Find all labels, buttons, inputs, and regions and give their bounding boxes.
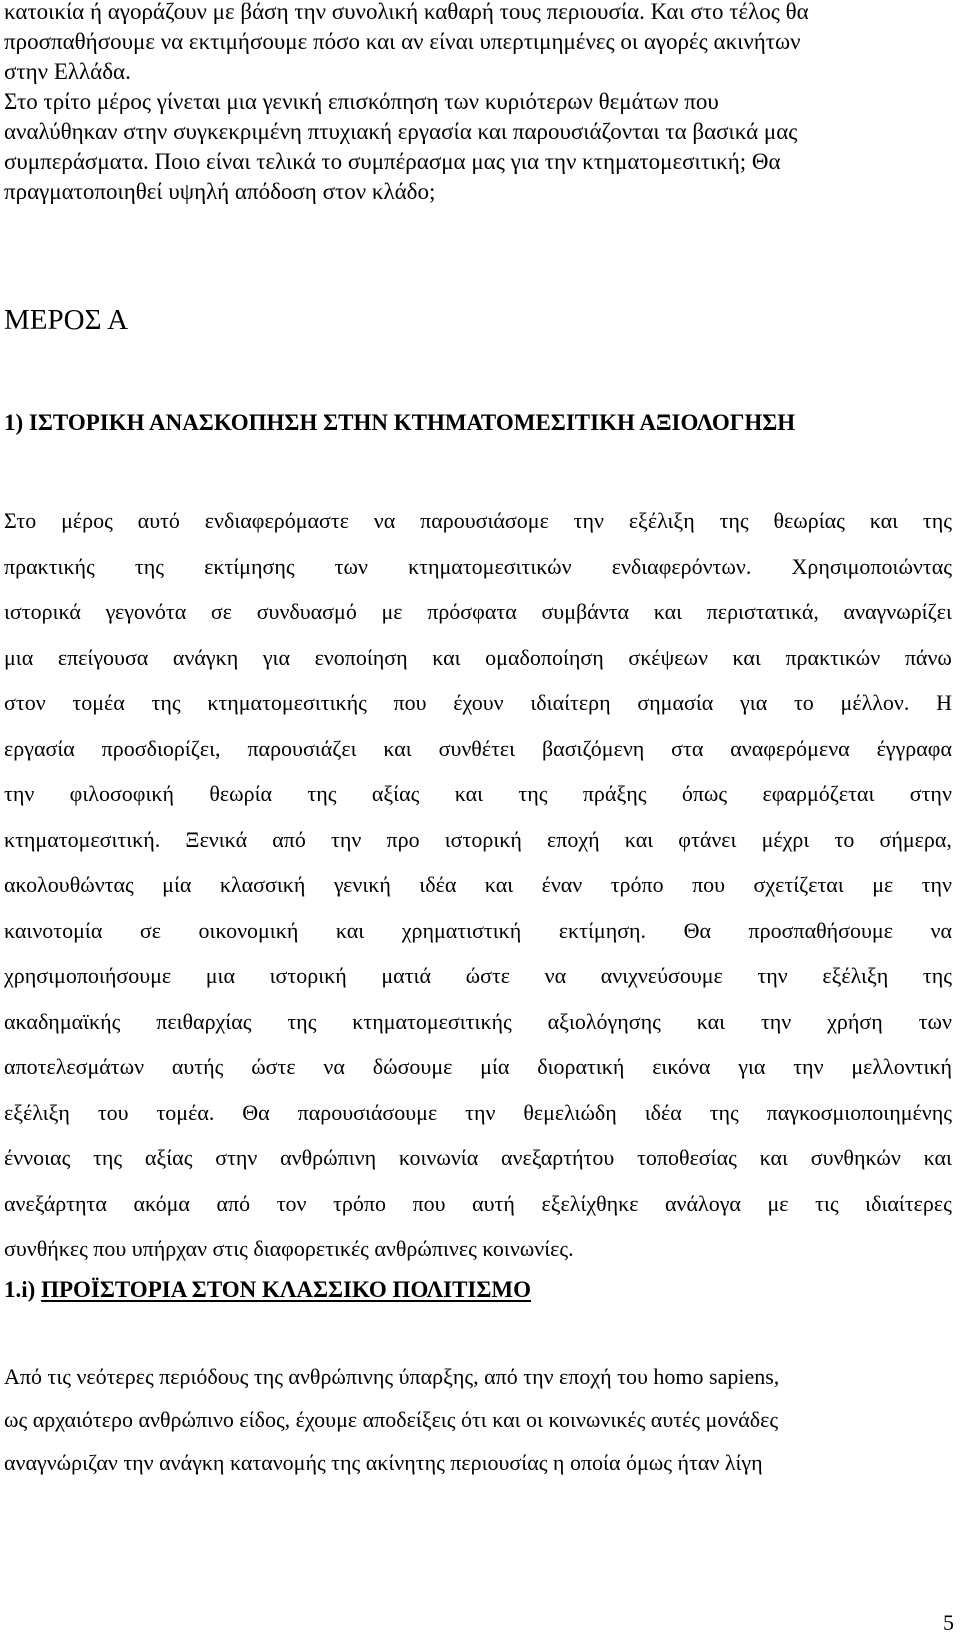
body-word: πάνω xyxy=(904,644,952,670)
body-word: στα xyxy=(671,735,704,761)
body-word: χρήση xyxy=(827,1008,883,1034)
body-word: ενδιαφερόντων. xyxy=(611,553,752,579)
body-word: το xyxy=(793,690,814,715)
body-word: αξίας xyxy=(371,781,420,806)
body-line xyxy=(4,862,952,908)
body-word: με xyxy=(872,872,894,897)
sub-heading xyxy=(4,1275,531,1305)
body-line xyxy=(4,817,952,863)
sub-heading-title: ΠΡΟΪΣΤΟΡΙΑ ΣΤΟΝ ΚΛΑΣΣΙΚΟ ΠΟΛΙΤΙΣΜΟ xyxy=(41,1277,532,1302)
body-word: ιστορικά xyxy=(4,599,81,624)
body-line xyxy=(4,999,952,1045)
body-line xyxy=(4,589,952,635)
body-line xyxy=(4,1044,952,1090)
body-word: κτηματομεσιτική. xyxy=(4,826,161,852)
body-word: μια xyxy=(4,644,34,670)
body-word: φιλοσοφική xyxy=(69,781,175,806)
body-word: κοινωνίες. xyxy=(482,1236,574,1261)
body-word: μελλοντική xyxy=(851,1054,952,1079)
body-word: να xyxy=(323,1054,345,1079)
body-word: σε xyxy=(210,599,233,624)
body-word: οικονομική xyxy=(198,917,299,943)
body-word: μέρος xyxy=(61,508,113,533)
intro-line: κατοικία ή αγοράζουν με βάση την συνολική καθαρή τους περιουσία. Και στο τέλος θα xyxy=(4,0,809,24)
body-word: Η xyxy=(936,690,952,715)
body-line xyxy=(4,680,952,726)
body-line xyxy=(4,726,952,772)
body-word: στην xyxy=(215,1145,258,1170)
body-word: έχουν xyxy=(453,690,504,715)
body-word: και xyxy=(732,644,761,670)
body-word: των xyxy=(334,553,368,579)
body-word: τον xyxy=(276,1190,307,1216)
page-number: 5 xyxy=(943,1610,954,1635)
body-word: ομαδοποίηση xyxy=(485,644,604,670)
body-word: για xyxy=(738,1054,766,1079)
body-word: πράξης xyxy=(582,781,647,806)
body-word: και xyxy=(653,599,683,624)
body-word: συνθέτει xyxy=(438,735,516,761)
body-word: συνδυασμό xyxy=(256,599,357,624)
body-word: το xyxy=(834,826,855,852)
intro-line: αναλύθηκαν στην συγκεκριμένη πτυχιακή εργασία και παρουσιάζονται τα βασικά μας xyxy=(4,119,798,144)
body-word: χρηματιστική xyxy=(401,917,522,943)
body-word: εκτίμησης xyxy=(204,553,295,579)
body-word: όπως xyxy=(681,781,728,806)
body-word: Στο xyxy=(4,508,37,533)
body-word: πρακτικών xyxy=(785,644,881,670)
body-word: σκέψεων xyxy=(628,644,708,670)
body-word: διορατική xyxy=(537,1054,625,1079)
intro-line: Στο τρίτο μέρος γίνεται μια γενική επισκόπηση των κυριότερων θεμάτων που xyxy=(4,89,719,114)
body-line xyxy=(4,1135,952,1181)
intro-line: στην Ελλάδα. xyxy=(4,59,131,84)
body-word: ανεξαρτήτου xyxy=(501,1145,615,1170)
body-word: βασιζόμενη xyxy=(541,735,645,761)
body-word: τοποθεσίας xyxy=(637,1145,737,1170)
body-word: εξέλιξη xyxy=(4,1099,70,1125)
body-word: των xyxy=(918,1008,952,1034)
body-word: ιδέα xyxy=(419,872,457,897)
body-word: παρουσιάζει xyxy=(247,735,357,761)
body-word: ανάγκη xyxy=(172,644,239,670)
body-word: ανθρώπινες xyxy=(374,1236,483,1261)
body-word: εργασία xyxy=(4,735,75,761)
body-word: χρησιμοποιήσουμε xyxy=(4,963,172,988)
closing-line: Από τις νεότερες περιόδους της ανθρώπινης ύπαρξης, από την εποχή του homo sapiens, xyxy=(4,1364,780,1389)
intro-line: συμπεράσματα. Ποιο είναι τελικά το συμπέρασμα μας για την κτηματομεσιτική; Θα xyxy=(4,149,781,174)
body-word: της xyxy=(307,781,337,806)
body-word: εξελίχθηκε xyxy=(541,1190,639,1216)
body-word: τρόπο xyxy=(610,872,664,897)
body-word: ανάλογα xyxy=(665,1190,741,1216)
body-word: αξιολόγησης xyxy=(547,1008,661,1034)
body-line xyxy=(4,771,952,817)
body-word: την xyxy=(331,826,362,852)
body-word: μέλλον. xyxy=(840,690,910,715)
body-word: της xyxy=(93,1145,123,1170)
body-word: Θα xyxy=(683,917,712,943)
body-line xyxy=(4,1181,952,1227)
closing-paragraph xyxy=(4,1355,952,1484)
body-word: αναφερόμενα xyxy=(730,735,850,761)
body-word: αυτό xyxy=(137,508,180,533)
body-word: από xyxy=(272,826,306,852)
body-word: τομέα. xyxy=(156,1099,215,1125)
body-word: θεωρία xyxy=(209,781,273,806)
body-word: φτάνει xyxy=(678,826,737,852)
body-word: που xyxy=(692,872,726,897)
body-word: και xyxy=(759,1145,788,1170)
body-word: να xyxy=(930,917,952,943)
body-word: και xyxy=(432,644,461,670)
body-word: ιδιαίτερη xyxy=(530,690,611,715)
body-word: προσπαθήσουμε xyxy=(748,917,893,943)
body-word: κτηματομεσιτικής xyxy=(207,690,367,715)
body-word: γεγονότα xyxy=(105,599,187,624)
closing-line: αναγνώριζαν την ανάγκη κατανομής της ακίνητης περιουσίας η οποία όμως ήταν λίγη xyxy=(4,1450,763,1475)
body-line xyxy=(4,635,952,681)
body-word: περιστατικά, xyxy=(706,599,819,624)
body-word: εικόνα xyxy=(652,1054,711,1079)
intro-paragraph xyxy=(4,0,952,207)
body-word: αποτελεσμάτων xyxy=(4,1054,145,1079)
body-word: έγγραφα xyxy=(876,735,952,761)
body-word: αυτής xyxy=(171,1054,224,1079)
body-word: Χρησιμοποιώντας xyxy=(791,553,952,579)
body-word: πρόσφατα xyxy=(427,599,517,624)
body-word: παρουσιάσουμε xyxy=(297,1099,438,1125)
body-word: τις xyxy=(815,1190,839,1216)
body-word: και xyxy=(869,508,899,533)
body-word: και xyxy=(335,917,365,943)
body-line xyxy=(4,953,952,999)
body-line xyxy=(4,908,952,954)
body-word: ιστορική xyxy=(269,963,347,988)
body-word: αξίας xyxy=(144,1145,193,1170)
body-word: στις xyxy=(212,1236,254,1261)
body-word: ακολουθώντας xyxy=(4,872,134,897)
body-word: εκτίμηση. xyxy=(558,917,647,943)
body-word: ώστε xyxy=(251,1054,296,1079)
body-word: ανεξάρτητα xyxy=(4,1190,107,1216)
body-word: προσδιορίζει, xyxy=(101,735,221,761)
body-word: και xyxy=(696,1008,726,1034)
body-word: κτηματομεσιτικής xyxy=(352,1008,512,1034)
body-word: Θα xyxy=(242,1099,270,1125)
body-word: του xyxy=(97,1099,129,1125)
body-word: Ξενικά xyxy=(185,826,248,852)
body-word: την xyxy=(793,1054,824,1079)
body-word: της xyxy=(151,690,181,715)
body-word: στον xyxy=(4,690,46,715)
body-word: τρόπο xyxy=(333,1190,386,1216)
body-word: θεμελιώδη xyxy=(523,1099,617,1125)
body-word: μέχρι xyxy=(761,826,810,852)
body-word: καινοτομία xyxy=(4,917,103,943)
body-word: που xyxy=(93,1236,132,1261)
closing-line: ως αρχαιότερο ανθρώπινο είδος, έχουμε αποδείξεις ότι και οι κοινωνικές αυτές μονάδες xyxy=(4,1407,779,1432)
body-word: υπήρχαν xyxy=(131,1236,213,1261)
body-word: διαφορετικές xyxy=(253,1236,375,1261)
body-word: εξέλιξη xyxy=(822,963,889,988)
body-word: την xyxy=(465,1099,496,1125)
body-word: μία xyxy=(162,872,192,897)
body-word: παρουσιάσομε xyxy=(420,508,549,533)
body-word: ιδιαίτερες xyxy=(865,1190,952,1216)
body-word: έναν xyxy=(541,872,583,897)
body-word: και xyxy=(454,781,484,806)
body-word: από xyxy=(216,1190,251,1216)
body-word: εφαρμόζεται xyxy=(762,781,875,806)
part-heading: ΜΕΡΟΣ Α xyxy=(4,304,129,336)
body-word: ανθρώπινη xyxy=(280,1145,377,1170)
sub-heading-number: 1.i) xyxy=(4,1277,42,1302)
body-word: κτηματομεσιτικών xyxy=(408,553,572,579)
body-word: της xyxy=(922,508,952,533)
body-line xyxy=(4,1090,952,1136)
body-word: για xyxy=(262,644,290,670)
body-word: αναγνωρίζει xyxy=(843,599,952,624)
body-word: στην xyxy=(909,781,952,806)
body-word: της xyxy=(287,1008,317,1034)
body-word: και xyxy=(383,735,412,761)
body-word: σημασία xyxy=(637,690,714,715)
body-word: συνθηκών xyxy=(810,1145,901,1170)
body-line xyxy=(4,544,952,590)
body-word: της xyxy=(709,1099,739,1125)
body-word: ενοποίηση xyxy=(314,644,408,670)
body-word: εξέλιξη xyxy=(628,508,695,533)
body-word: μία xyxy=(480,1054,510,1079)
body-word: με xyxy=(767,1190,789,1216)
body-word: ακόμα xyxy=(133,1190,190,1216)
intro-line: προσπαθήσουμε να εκτιμήσουμε πόσο και αν είναι υπερτιμημένες οι αγορές ακινήτων xyxy=(4,29,801,54)
body-word: σχετίζεται xyxy=(753,872,844,897)
body-word: με xyxy=(381,599,403,624)
body-word: την xyxy=(573,508,604,533)
body-word: την xyxy=(757,963,788,988)
body-word: σε xyxy=(139,917,162,943)
body-word: για xyxy=(740,690,768,715)
section-heading: 1) ΙΣΤΟΡΙΚΗ ΑΝΑΣΚΟΠΗΣΗ ΣΤΗΝ ΚΤΗΜΑΤΟΜΕΣΙΤΙΚΗ ΑΞΙΟΛΟΓΗΣΗ xyxy=(4,410,796,435)
body-word: σήμερα, xyxy=(879,826,952,852)
body-word: παγκοσμιοποιημένης xyxy=(766,1099,952,1125)
body-word: έννοιας xyxy=(4,1145,71,1170)
body-word: να xyxy=(544,963,567,988)
body-word: αυτή xyxy=(472,1190,515,1216)
intro-line: πραγματοποιηθεί υψηλή απόδοση στον κλάδο; xyxy=(4,179,436,204)
body-paragraph xyxy=(4,498,952,1272)
body-word: ματιά xyxy=(381,963,431,988)
body-word: και xyxy=(923,1145,952,1170)
body-word: και xyxy=(484,872,514,897)
body-word: ιδέα xyxy=(644,1099,682,1125)
body-word: της xyxy=(134,553,164,579)
body-word: την xyxy=(4,781,35,806)
body-word: θεωρίας xyxy=(773,508,845,533)
body-word: ώστε xyxy=(465,963,511,988)
body-line xyxy=(4,1226,952,1272)
body-word: να xyxy=(373,508,396,533)
body-word: της xyxy=(518,781,548,806)
body-word: προ xyxy=(386,826,420,852)
body-word: ανιχνεύσουμε xyxy=(600,963,723,988)
body-word: κοινωνία xyxy=(398,1145,479,1170)
body-word: γενική xyxy=(333,872,391,897)
body-word: συμβάντα xyxy=(541,599,630,624)
body-word: μια xyxy=(205,963,236,988)
body-word: ενδιαφερόμαστε xyxy=(204,508,349,533)
body-word: εποχή xyxy=(547,826,600,852)
body-word: την xyxy=(921,872,952,897)
body-word: κλασσική xyxy=(219,872,306,897)
body-word: που xyxy=(412,1190,446,1216)
body-word: δώσουμε xyxy=(372,1054,453,1079)
body-word: ιστορική xyxy=(444,826,522,852)
body-word: ακαδημαϊκής xyxy=(4,1008,121,1034)
body-word: συνθήκες xyxy=(4,1236,94,1261)
body-word: της xyxy=(719,508,749,533)
body-word: που xyxy=(393,690,427,715)
body-word: επείγουσα xyxy=(57,644,149,670)
body-word: τομέα xyxy=(72,690,125,715)
body-word: της xyxy=(922,963,952,988)
body-word: την xyxy=(760,1008,792,1034)
body-line xyxy=(4,498,952,544)
body-word: και xyxy=(624,826,654,852)
body-word: πειθαρχίας xyxy=(156,1008,252,1034)
body-word: πρακτικής xyxy=(4,553,95,579)
